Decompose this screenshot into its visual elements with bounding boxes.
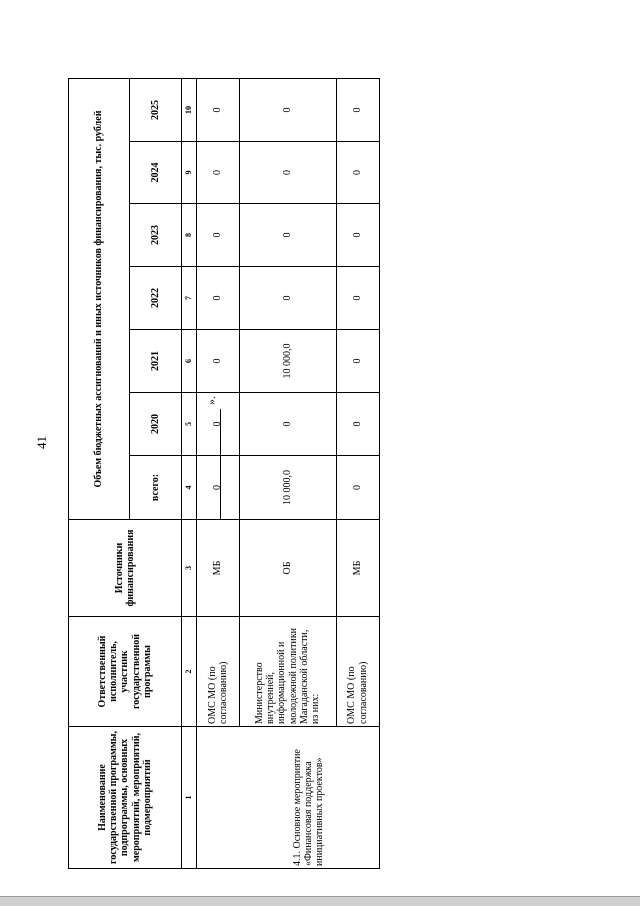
- table-row: [197, 79, 240, 869]
- header-year-2021: 2021: [130, 330, 182, 393]
- rotated-page: [32, 49, 369, 869]
- header-sources: Источники финансирования: [69, 520, 182, 617]
- value-cell: 0: [197, 204, 240, 267]
- value-cell: 10 000,0: [239, 330, 336, 393]
- value-cell: 0: [336, 142, 379, 204]
- col-num-9: 9: [182, 142, 197, 204]
- value-cell: 0: [197, 267, 240, 330]
- source-cell: ОБ: [239, 520, 336, 617]
- page-number: 41: [34, 436, 49, 449]
- col-num-10: 10: [182, 79, 197, 142]
- table-row: [239, 79, 336, 869]
- header-row-1: [69, 79, 130, 869]
- value-cell: 0: [197, 393, 240, 456]
- value-cell: 0: [336, 330, 379, 393]
- name-cell-empty: [197, 727, 240, 869]
- value-cell: 0: [239, 79, 336, 142]
- value-cell: 0: [336, 79, 379, 142]
- value-cell: 0: [239, 267, 336, 330]
- value-cell: 0: [336, 456, 379, 520]
- main-measure-name: 4.1. Основное мероприятие «Финансовая поддержка инициативных проектов»: [239, 727, 379, 869]
- column-number-row: [182, 79, 197, 869]
- value-cell: 0: [239, 204, 336, 267]
- value-cell: 0: [336, 267, 379, 330]
- executor-cell: ОМС МО (по согласованию): [336, 617, 379, 727]
- closing-rule: [220, 409, 221, 519]
- value-cell: 0: [239, 393, 336, 456]
- header-year-2020: 2020: [130, 393, 182, 456]
- header-volume: Объем бюджетных ассигнований и иных источников финансирования, тыс. рублей: [69, 79, 130, 520]
- header-year-2025: 2025: [130, 79, 182, 142]
- col-num-7: 7: [182, 267, 197, 330]
- col-num-5: 5: [182, 393, 197, 456]
- header-executor: Ответственный исполнитель, участник государственной программы: [69, 617, 182, 727]
- col-num-1: 1: [182, 727, 197, 869]
- value-cell: 0: [197, 79, 240, 142]
- value-cell: 10 000,0: [239, 456, 336, 520]
- value-cell: 0: [336, 204, 379, 267]
- header-name: Наименование государственной программы, подпрограммы, основных мероприятий, мероприятий, подмероприятий: [69, 727, 182, 869]
- header-total: всего:: [130, 456, 182, 520]
- value-cell: 0: [197, 142, 240, 204]
- col-num-4: 4: [182, 456, 197, 520]
- value-cell: 0: [336, 393, 379, 456]
- source-cell: МБ: [197, 520, 240, 617]
- executor-cell: Министерство внутренней, информационной и молодежной политики Магаданской области, из них:: [239, 617, 336, 727]
- value-cell: 0: [197, 456, 240, 520]
- value-cell: 0: [239, 142, 336, 204]
- header-year-2023: 2023: [130, 204, 182, 267]
- header-year-2022: 2022: [130, 267, 182, 330]
- source-cell: МБ: [336, 520, 379, 617]
- col-num-8: 8: [182, 204, 197, 267]
- executor-cell: ОМС МО (по согласованию): [197, 617, 240, 727]
- header-year-2024: 2024: [130, 142, 182, 204]
- col-num-3: 3: [182, 520, 197, 617]
- col-num-6: 6: [182, 330, 197, 393]
- value-cell: 0: [197, 330, 240, 393]
- financing-table: [68, 78, 380, 869]
- col-num-2: 2: [182, 617, 197, 727]
- closing-quote-mark: ».: [204, 396, 218, 405]
